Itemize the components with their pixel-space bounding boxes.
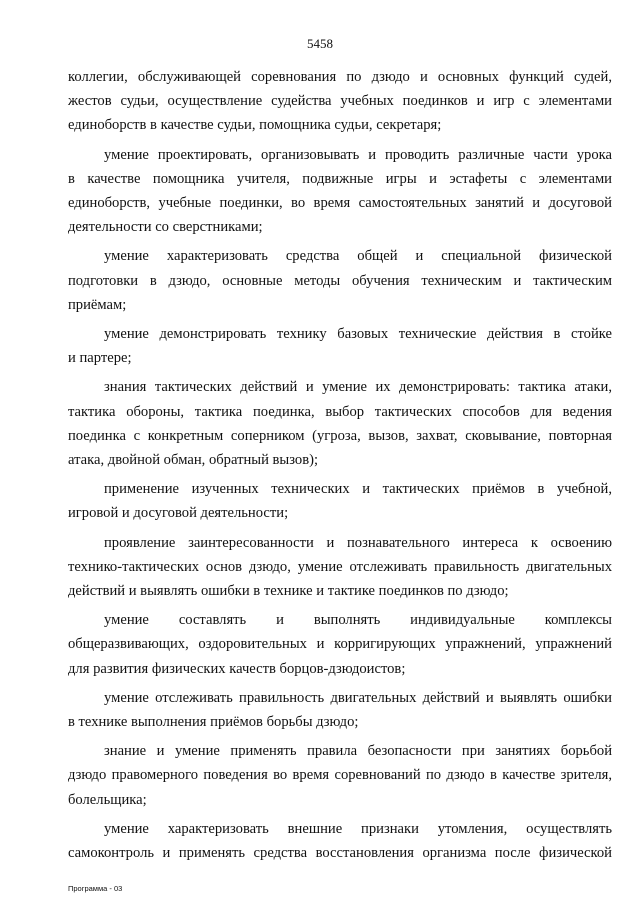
paragraph (68, 608, 612, 681)
text-line: общеразвивающих, оздоровительных и корригирующих упражнений, упражнений (68, 636, 612, 653)
paragraph (68, 143, 612, 240)
text-line: деятельности со сверстниками; (68, 219, 263, 236)
text-line: применение изученных технических и тактических приёмов в учебной, (104, 481, 612, 498)
paragraph (68, 477, 612, 525)
text-line: дзюдо правомерного поведения во время соревнований по дзюдо в качестве зрителя, (68, 767, 612, 784)
paragraph (68, 244, 612, 317)
document-body (68, 65, 612, 870)
text-line: действий и выявлять ошибки в технике и тактике поединков по дзюдо; (68, 583, 509, 600)
text-line: атака, двойной обман, обратный вызов); (68, 452, 319, 469)
text-line: жестов судьи, осуществление судейства учебных поединков и игр с элементами (68, 93, 612, 110)
text-line: подготовки в дзюдо, основные методы обучения техническим и тактическим (68, 272, 612, 289)
text-line: умение характеризовать средства общей и специальной физической (104, 248, 612, 265)
text-line: единоборств в качестве судьи, помощника судьи, секретаря; (68, 117, 442, 134)
text-line: тактика обороны, тактика поединка, выбор тактических способов для ведения (68, 403, 612, 420)
paragraph (68, 739, 612, 812)
page-number: 5458 (307, 36, 333, 51)
text-line: знания тактических действий и умение их демонстрировать: тактика атаки, (104, 379, 612, 396)
paragraph (68, 686, 612, 734)
text-line: умение демонстрировать технику базовых технические действия в стойке (104, 326, 612, 343)
text-line: единоборств, учебные поединки, во время самостоятельных занятий и досуговой (68, 195, 612, 212)
text-line: в технике выполнения приёмов борьбы дзюдо; (68, 714, 359, 731)
text-line: и партере; (68, 350, 132, 367)
text-line: умение проектировать, организовывать и проводить различные части урока (104, 146, 612, 163)
footer-label: Программа - 03 (68, 884, 123, 893)
text-line: болельщика; (68, 791, 147, 808)
text-line: коллегии, обслуживающей соревнования по дзюдо и основных функций судей, (68, 69, 612, 85)
text-line: приёмам; (68, 296, 127, 313)
text-line: самоконтроль и применять средства восстановления организма после физической (68, 845, 612, 862)
text-line: умение характеризовать внешние признаки утомления, осуществлять (104, 820, 612, 837)
text-line: игровой и досуговой деятельности; (68, 505, 289, 522)
text-line: поединка с конкретным соперником (угроза, вызов, захват, сковывание, повторная (68, 427, 612, 444)
paragraph (68, 322, 612, 370)
paragraph (68, 375, 612, 472)
text-line: умение отслеживать правильность двигательных действий и выявлять ошибки (104, 689, 612, 706)
text-line: умение составлять и выполнять индивидуальные комплексы (104, 612, 612, 629)
text-line: знание и умение применять правила безопасности при занятиях борьбой (104, 743, 612, 760)
text-line: технико-тактических основ дзюдо, умение отслеживать правильность двигательных (68, 558, 612, 575)
text-line: проявление заинтересованности и познавательного интереса к освоению (104, 534, 612, 551)
text-line: в качестве помощника учителя, подвижные игры и эстафеты с элементами (68, 170, 612, 187)
paragraph (68, 65, 612, 138)
paragraph (68, 817, 612, 865)
text-line: для развития физических качеств борцов-дзюдоистов; (68, 660, 406, 677)
paragraph (68, 531, 612, 604)
